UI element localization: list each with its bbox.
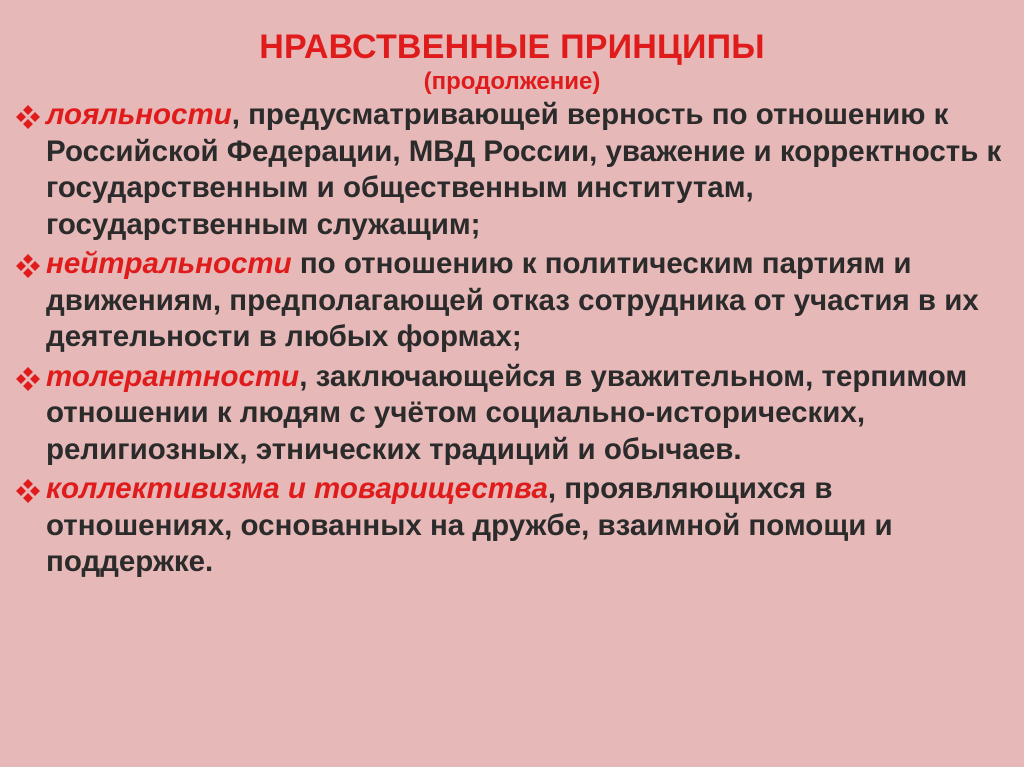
diamond-four-dots-icon — [16, 254, 40, 278]
item-text: , заключающейся в уважительном, терпимом отношении к людям с учётом социально-исторических, религиозных, этнических традиций и обычаев. — [46, 359, 968, 466]
item-text: , проявляющихся в отношениях, основанных на дружбе, взаимной помощи и поддержке. — [46, 472, 893, 578]
diamond-four-dots-icon — [16, 105, 40, 129]
term-collectivism: коллективизма и товарищества — [46, 472, 548, 505]
list-item-neutrality — [14, 246, 1014, 356]
list-item-collectivism — [14, 471, 1014, 581]
diamond-four-dots-icon — [16, 479, 40, 503]
diamond-four-dots-icon — [16, 367, 40, 391]
item-text: по отношению к политическим партиям и движениям, предполагающей отказ сотрудника от участия в их деятельности в любых формах; — [46, 247, 979, 353]
item-text: , предусматривающей верность по отношению к Российской Федерации, МВД России, уважение и корректность к государственным и общественным институтам, государственным служащим; — [46, 98, 1002, 241]
slide-subtitle: (продолжение) — [423, 68, 601, 95]
principles-list — [14, 97, 1014, 581]
term-tolerance: толерантности — [46, 359, 300, 393]
term-loyalty: лояльности — [46, 98, 232, 131]
list-item-loyalty — [14, 97, 1014, 243]
term-neutrality: нейтральности — [46, 247, 292, 280]
list-item-tolerance — [14, 359, 1014, 469]
slide-title: НРАВСТВЕННЫЕ ПРИНЦИПЫ — [259, 28, 765, 66]
